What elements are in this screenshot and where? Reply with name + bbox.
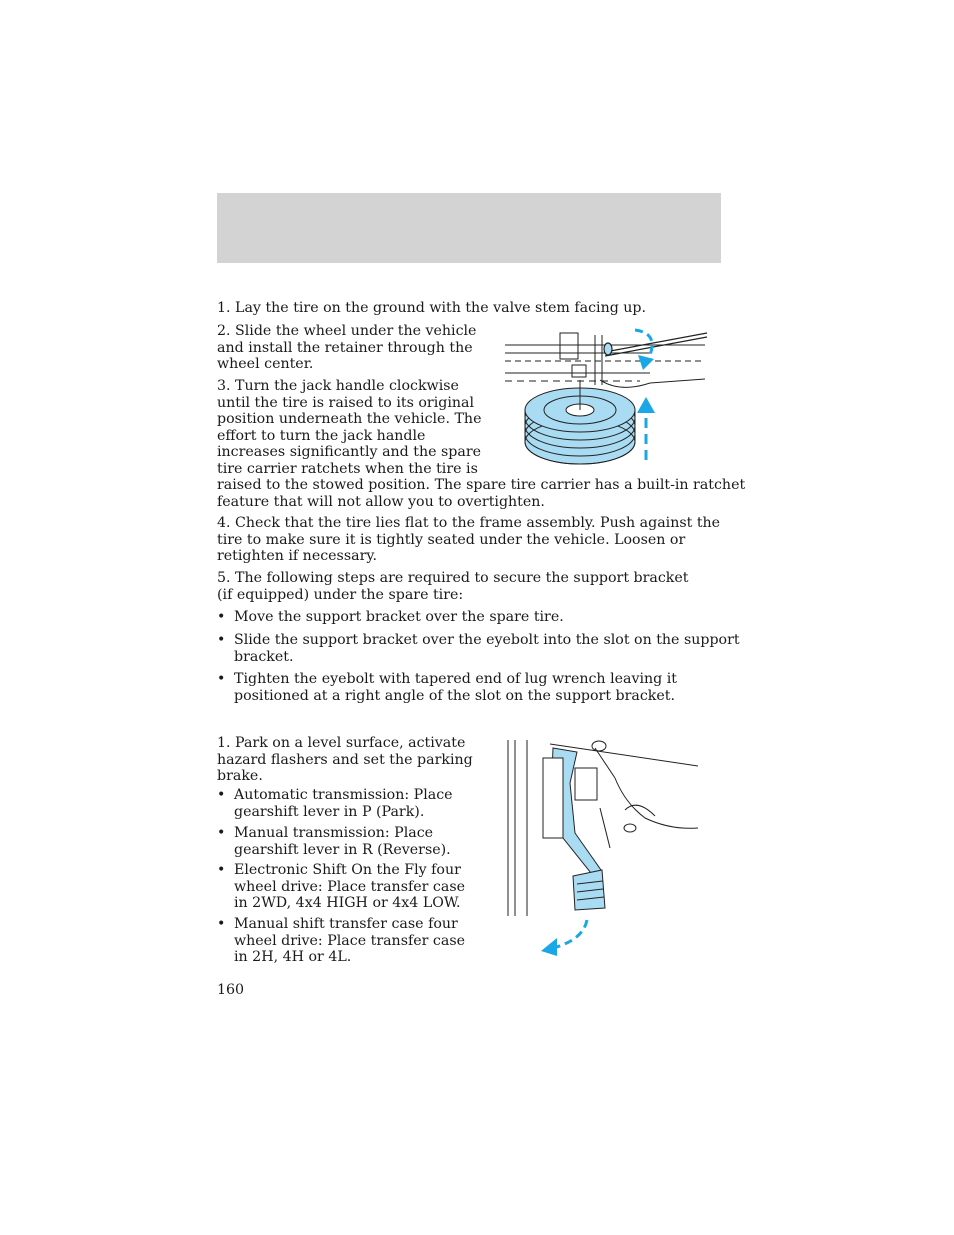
bullet-line: Tighten the eyebolt with tapered end of lug wrench leaving it <box>234 671 677 687</box>
pedal-release-arrow-icon <box>541 920 587 956</box>
bullet-glyph: • <box>217 609 226 625</box>
spare-tire <box>525 380 635 464</box>
s1-step3-line: 3. Turn the jack handle clockwise <box>217 378 459 394</box>
s1-step1-text: 1. Lay the tire on the ground with the valve stem facing up. <box>217 300 647 316</box>
page-number-text: 160 <box>217 982 245 998</box>
s1-step5-line: (if equipped) under the spare tire: <box>217 586 464 603</box>
s1-step4 <box>217 515 720 565</box>
s1-step2-line: and install the retainer through the <box>217 339 473 356</box>
s1-step2-line: 2. Slide the wheel under the vehicle <box>217 323 477 339</box>
bullet-glyph: • <box>217 916 226 932</box>
bullet-glyph: • <box>217 825 226 841</box>
bullet-glyph: • <box>217 671 226 687</box>
s2-bullet-item <box>217 862 465 912</box>
s1-bullet-item <box>217 609 564 626</box>
s1-step1 <box>217 300 646 317</box>
bullet-glyph: • <box>217 632 226 648</box>
s1-step2 <box>217 323 476 373</box>
s1-step2-line: wheel center. <box>217 356 314 372</box>
s2-bullet-item <box>217 787 453 820</box>
s1-step3-line: effort to turn the jack handle <box>217 427 426 444</box>
bullet-line: Manual transmission: Place <box>234 825 434 841</box>
bullet-line: Manual shift transfer case four <box>234 916 458 932</box>
parking-brake-illustration <box>505 738 700 958</box>
s1-step3-line: tire carrier ratchets when the tire is <box>217 460 478 477</box>
s1-step4-line: retighten if necessary. <box>217 548 377 564</box>
spare-tire-illustration <box>500 325 710 465</box>
s1-step3-line: raised to the stowed position. The spare tire carrier has a built-in ratchet <box>217 477 746 493</box>
raise-up-arrow-icon <box>637 397 655 460</box>
s2-step1-line: hazard flashers and set the parking <box>217 751 473 768</box>
section-header-band <box>217 193 721 263</box>
door-frame <box>508 740 527 916</box>
s1-step4-line: 4. Check that the tire lies flat to the frame assembly. Push against the <box>217 515 721 531</box>
bullet-line: Electronic Shift On the Fly four <box>234 862 461 878</box>
s1-bullet-item <box>217 671 677 704</box>
s1-step3-line: feature that will not allow you to overtighten. <box>217 493 545 510</box>
s2-bullet-item <box>217 825 451 858</box>
s1-step5-line: 5. The following steps are required to secure the support bracket <box>217 570 689 586</box>
bullet-line: bracket. <box>234 648 294 665</box>
s1-bullet-item <box>217 632 740 665</box>
frame-rails <box>505 333 705 387</box>
s1-step3-line: until the tire is raised to its original <box>217 394 475 411</box>
s1-step3-line: increases significantly and the spare <box>217 444 481 460</box>
bullet-glyph: • <box>217 862 226 878</box>
bullet-line: wheel drive: Place transfer case <box>234 878 465 895</box>
bullet-line: gearshift lever in R (Reverse). <box>234 841 451 858</box>
bullet-line: in 2WD, 4x4 HIGH or 4x4 LOW. <box>234 895 461 911</box>
bullet-line: Move the support bracket over the spare tire. <box>234 609 564 625</box>
s1-step3-line: position underneath the vehicle. The <box>217 411 482 427</box>
s1-step4-line: tire to make sure it is tightly seated under the vehicle. Loosen or <box>217 531 686 548</box>
bullet-line: Slide the support bracket over the eyebolt into the slot on the support <box>234 632 740 648</box>
bullet-line: in 2H, 4H or 4L. <box>234 949 352 965</box>
page-number <box>217 982 244 999</box>
s2-bullet-item <box>217 916 465 966</box>
bullet-glyph: • <box>217 787 226 803</box>
bullet-line: positioned at a right angle of the slot on the support bracket. <box>234 687 675 704</box>
bullet-line: Automatic transmission: Place <box>234 787 453 803</box>
bullet-line: wheel drive: Place transfer case <box>234 932 465 949</box>
s2-step1-line: 1. Park on a level surface, activate <box>217 735 466 751</box>
s2-step1-line: brake. <box>217 768 263 784</box>
bullet-line: gearshift lever in P (Park). <box>234 803 425 820</box>
s2-step1 <box>217 735 473 785</box>
s1-step5 <box>217 570 689 603</box>
brake-pedal <box>543 748 605 910</box>
